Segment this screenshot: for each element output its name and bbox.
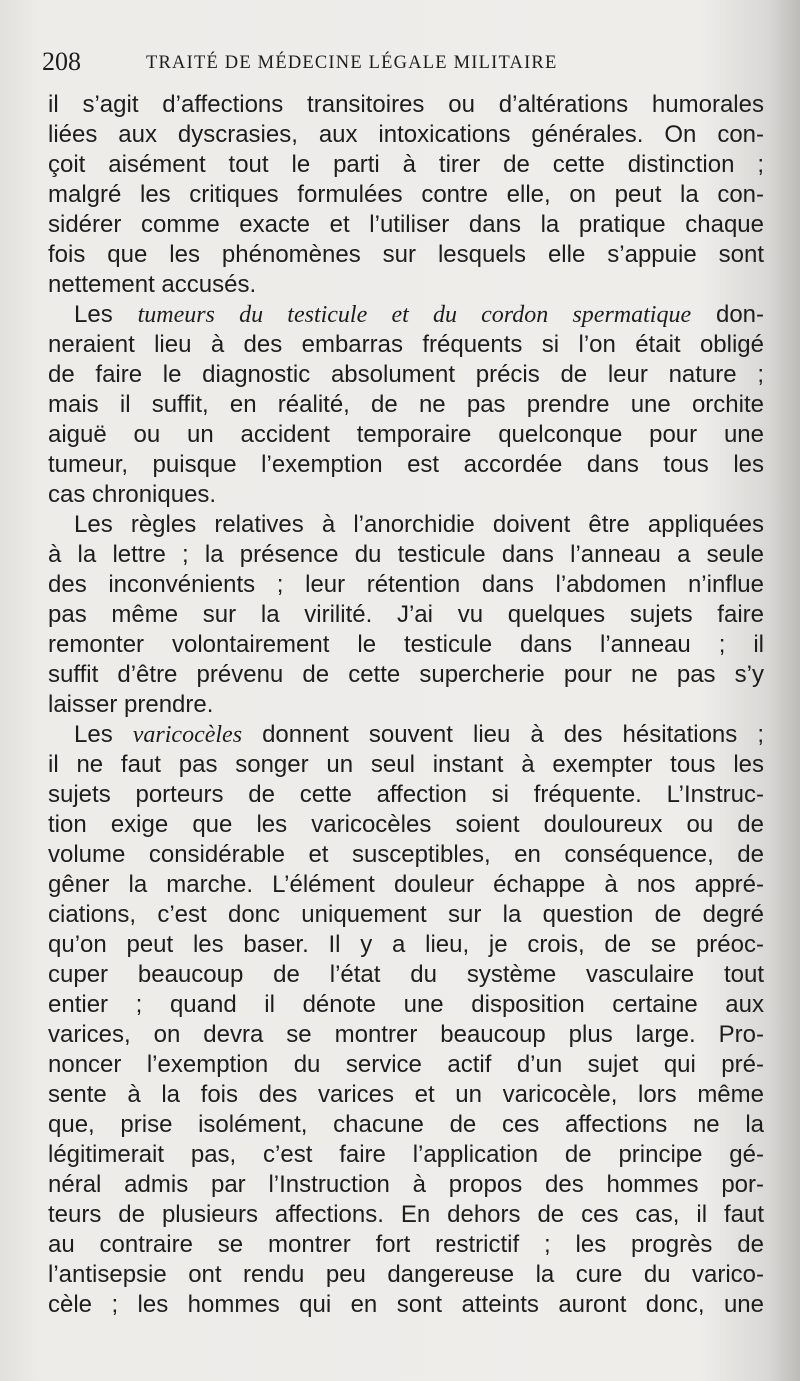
text-line	[48, 540, 764, 570]
paragraph	[48, 300, 764, 510]
text-line	[48, 1290, 764, 1320]
text-line	[48, 930, 764, 960]
text-line	[48, 750, 764, 780]
text-line	[48, 960, 764, 990]
text-line	[48, 660, 764, 690]
text-run: Les règles relatives à l’anorchidie doivent être appliquées	[74, 511, 764, 538]
text-run: sidérer comme exacte et l’utiliser dans la pratique chaque	[48, 211, 764, 238]
text-line	[48, 240, 764, 270]
page-number: 208	[42, 47, 81, 76]
text-run: donnent souvent lieu à des hésitations ;	[242, 721, 764, 748]
text-run: tumeur, puisque l’exemption est accordée dans tous les	[48, 451, 764, 478]
text-run: cuper beaucoup de l’état du système vasculaire tout	[48, 961, 764, 988]
text-run: noncer l’exemption du service actif d’un sujet qui pré-	[48, 1051, 764, 1078]
text-run: tion exige que les varicocèles soient douloureux ou de	[48, 811, 764, 838]
text-run: teurs de plusieurs affections. En dehors de ces cas, il faut	[48, 1201, 764, 1228]
text-run: laisser prendre.	[48, 691, 214, 718]
text-line	[48, 870, 764, 900]
text-run: fois que les phénomènes sur lesquels elle s’appuie sont	[48, 241, 764, 268]
text-line	[48, 600, 764, 630]
text-run: cèle ; les hommes qui en sont atteints auront donc, une	[48, 1291, 764, 1318]
italic-term: tumeurs du testicule et du cordon spermatique	[137, 302, 692, 328]
text-line	[48, 1080, 764, 1110]
text-line	[48, 480, 764, 510]
text-run: neraient lieu à des embarras fréquents si l’on était obligé	[48, 331, 764, 358]
text-line	[48, 360, 764, 390]
text-run: Les	[74, 301, 138, 328]
text-run: suffit d’être prévenu de cette supercherie pour ne pas s’y	[48, 661, 764, 688]
text-line	[48, 390, 764, 420]
text-run: ciations, c’est donc uniquement sur la question de degré	[48, 901, 764, 928]
text-run: que, prise isolément, chacune de ces affections ne la	[48, 1111, 764, 1138]
text-line	[48, 690, 764, 720]
text-run: malgré les critiques formulées contre elle, on peut la con-	[48, 181, 764, 208]
text-line	[48, 990, 764, 1020]
text-run: gêner la marche. L’élément douleur échappe à nos appré-	[48, 871, 764, 898]
text-run: qu’on peut les baser. Il y a lieu, je crois, de se préoc-	[48, 931, 764, 958]
text-run: aiguë ou un accident temporaire quelconque pour une	[48, 421, 764, 448]
running-head: TRAITÉ DE MÉDECINE LÉGALE MILITAIRE	[146, 53, 558, 73]
text-line	[48, 840, 764, 870]
text-run: au contraire se montrer fort restrictif ; les progrès de	[48, 1231, 764, 1258]
text-run: çoit aisément tout le parti à tirer de cette distinction ;	[48, 151, 764, 178]
text-run: sente à la fois des varices et un varicocèle, lors même	[48, 1081, 764, 1108]
paragraph	[48, 510, 764, 720]
text-line	[48, 90, 764, 120]
text-run: à la lettre ; la présence du testicule dans l’anneau a seule	[48, 541, 764, 568]
text-run: néral admis par l’Instruction à propos des hommes por-	[48, 1171, 764, 1198]
text-line	[48, 1020, 764, 1050]
text-line	[48, 300, 764, 330]
text-run: l’antisepsie ont rendu peu dangereuse la cure du varico-	[48, 1261, 764, 1288]
text-run: volume considérable et susceptibles, en conséquence, de	[48, 841, 764, 868]
text-run: varices, on devra se montrer beaucoup plus large. Pro-	[48, 1021, 764, 1048]
text-line	[48, 780, 764, 810]
text-run: pas même sur la virilité. J’ai vu quelques sujets faire	[48, 601, 764, 628]
text-run: de faire le diagnostic absolument précis de leur nature ;	[48, 361, 764, 388]
text-line	[48, 510, 764, 540]
text-line	[48, 270, 764, 300]
text-line	[48, 900, 764, 930]
text-line	[48, 180, 764, 210]
text-line	[48, 1170, 764, 1200]
text-line	[48, 630, 764, 660]
text-line	[48, 570, 764, 600]
text-run: remonter volontairement le testicule dans l’anneau ; il	[48, 631, 764, 658]
text-run: il ne faut pas songer un seul instant à exempter tous les	[48, 751, 764, 778]
text-run: liées aux dyscrasies, aux intoxications générales. On con-	[48, 121, 764, 148]
text-line	[48, 1200, 764, 1230]
text-line	[48, 210, 764, 240]
text-line	[48, 1230, 764, 1260]
text-run: mais il suffit, en réalité, de ne pas prendre une orchite	[48, 391, 764, 418]
text-run: des inconvénients ; leur rétention dans l’abdomen n’influe	[48, 571, 764, 598]
page-header	[42, 46, 742, 80]
text-run: cas chroniques.	[48, 481, 217, 508]
text-line	[48, 420, 764, 450]
text-line	[48, 810, 764, 840]
italic-term: varicocèles	[132, 722, 243, 748]
text-line	[48, 450, 764, 480]
paragraph	[48, 90, 764, 300]
text-line	[48, 330, 764, 360]
text-run: Les	[74, 721, 133, 748]
text-run: entier ; quand il dénote une disposition certaine aux	[48, 991, 764, 1018]
text-run: don-	[691, 301, 765, 328]
text-line	[48, 720, 764, 750]
body-text	[48, 90, 764, 1320]
text-line	[48, 1050, 764, 1080]
text-run: il s’agit d’affections transitoires ou d’altérations humorales	[48, 91, 764, 118]
text-run: légitimerait pas, c’est faire l’application de principe gé-	[48, 1141, 764, 1168]
text-line	[48, 1110, 764, 1140]
text-line	[48, 150, 764, 180]
text-line	[48, 120, 764, 150]
text-line	[48, 1140, 764, 1170]
paragraph	[48, 720, 764, 1320]
text-line	[48, 1260, 764, 1290]
text-run: nettement accusés.	[48, 271, 257, 298]
text-run: sujets porteurs de cette affection si fréquente. L’Instruc-	[48, 781, 764, 808]
